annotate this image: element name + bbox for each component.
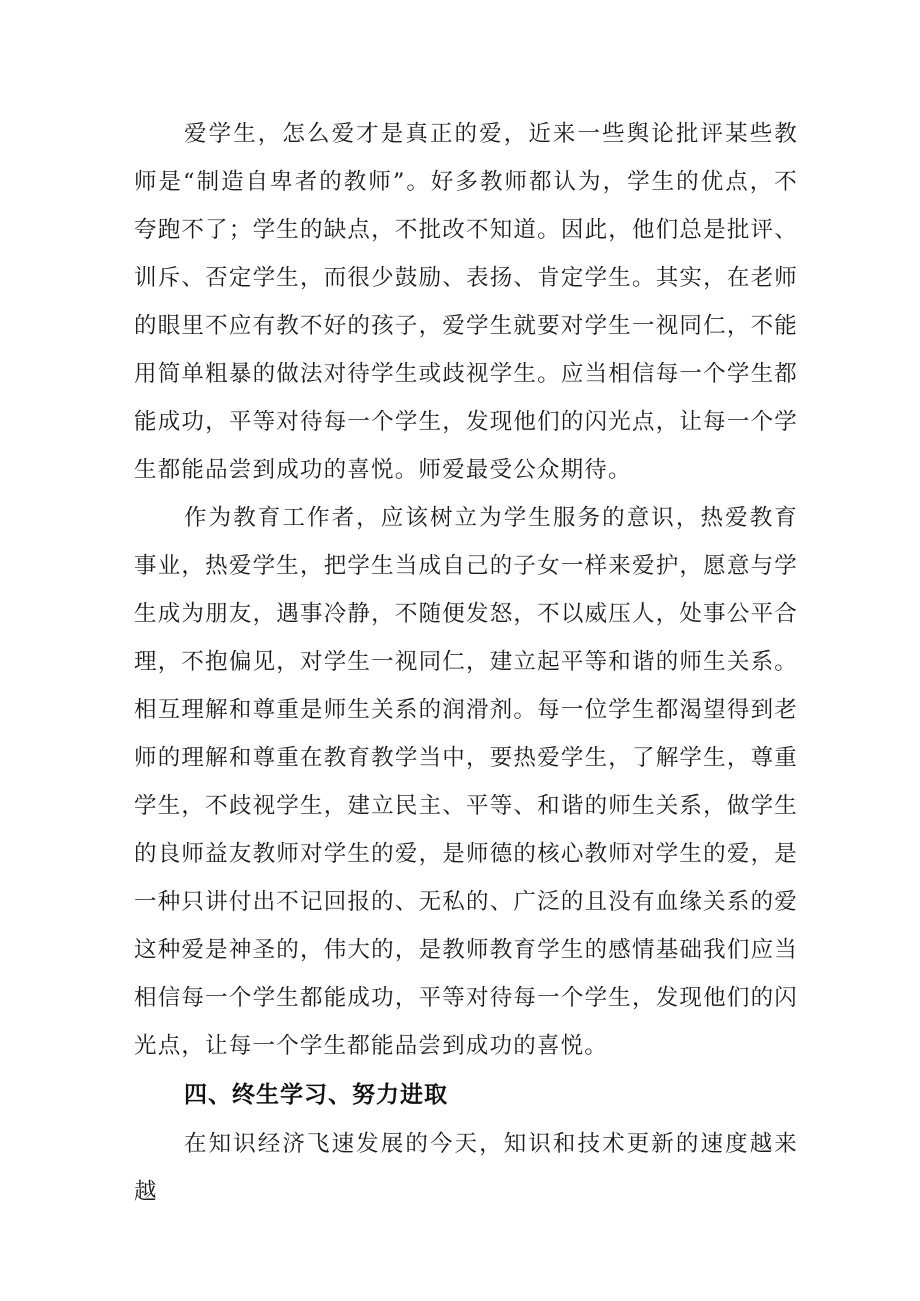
paragraph-love-students: 爱学生，怎么爱才是真正的爱，近来一些舆论批评某些教师是“制造自卑者的教师”。好多教师都认为，学生的优点，不夸跑不了；学生的缺点，不批改不知道。因此，他们总是批评、训斥、否定学生，而很少鼓励、表扬、肯定学生。其实，在老师的眼里不应有教不好的孩子，爱学生就要对学生一视同仁，不能用简单粗暴的做法对待学生或歧视学生。应当相信每一个学生都能成功，平等对待每一个学生，发现他们的闪光点，让每一个学生都能品尝到成功的喜悦。师爱最受公众期待。 (134, 121, 798, 483)
paragraph-lifelong-learning: 在知识经济飞速发展的今天，知识和技术更新的速度越来越 (134, 1131, 798, 1205)
section-heading: 四、终生学习、努力进取 (184, 1082, 448, 1108)
document-body (134, 110, 798, 1216)
paragraph-educator-role: 作为教育工作者，应该树立为学生服务的意识，热爱教育事业，热爱学生，把学生当成自己的子女一样来爱护，愿意与学生成为朋友，遇事冷静，不随便发怒，不以威压人，处事公平合理，不抱偏见，对学生一视同仁，建立起平等和谐的师生关系。相互理解和尊重是师生关系的润滑剂。每一位学生都渴望得到老师的理解和尊重在教育教学当中，要热爱学生，了解学生，尊重学生，不歧视学生，建立民主、平等、和谐的师生关系，做学生的良师益友教师对学生的爱，是师德的核心教师对学生的爱，是一种只讲付出不记回报的、无私的、广泛的且没有血缘关系的爱这种爱是神圣的，伟大的，是教师教育学生的感情基础我们应当相信每一个学生都能成功，平等对待每一个学生，发现他们的闪光点，让每一个学生都能品尝到成功的喜悦。 (134, 505, 798, 1059)
